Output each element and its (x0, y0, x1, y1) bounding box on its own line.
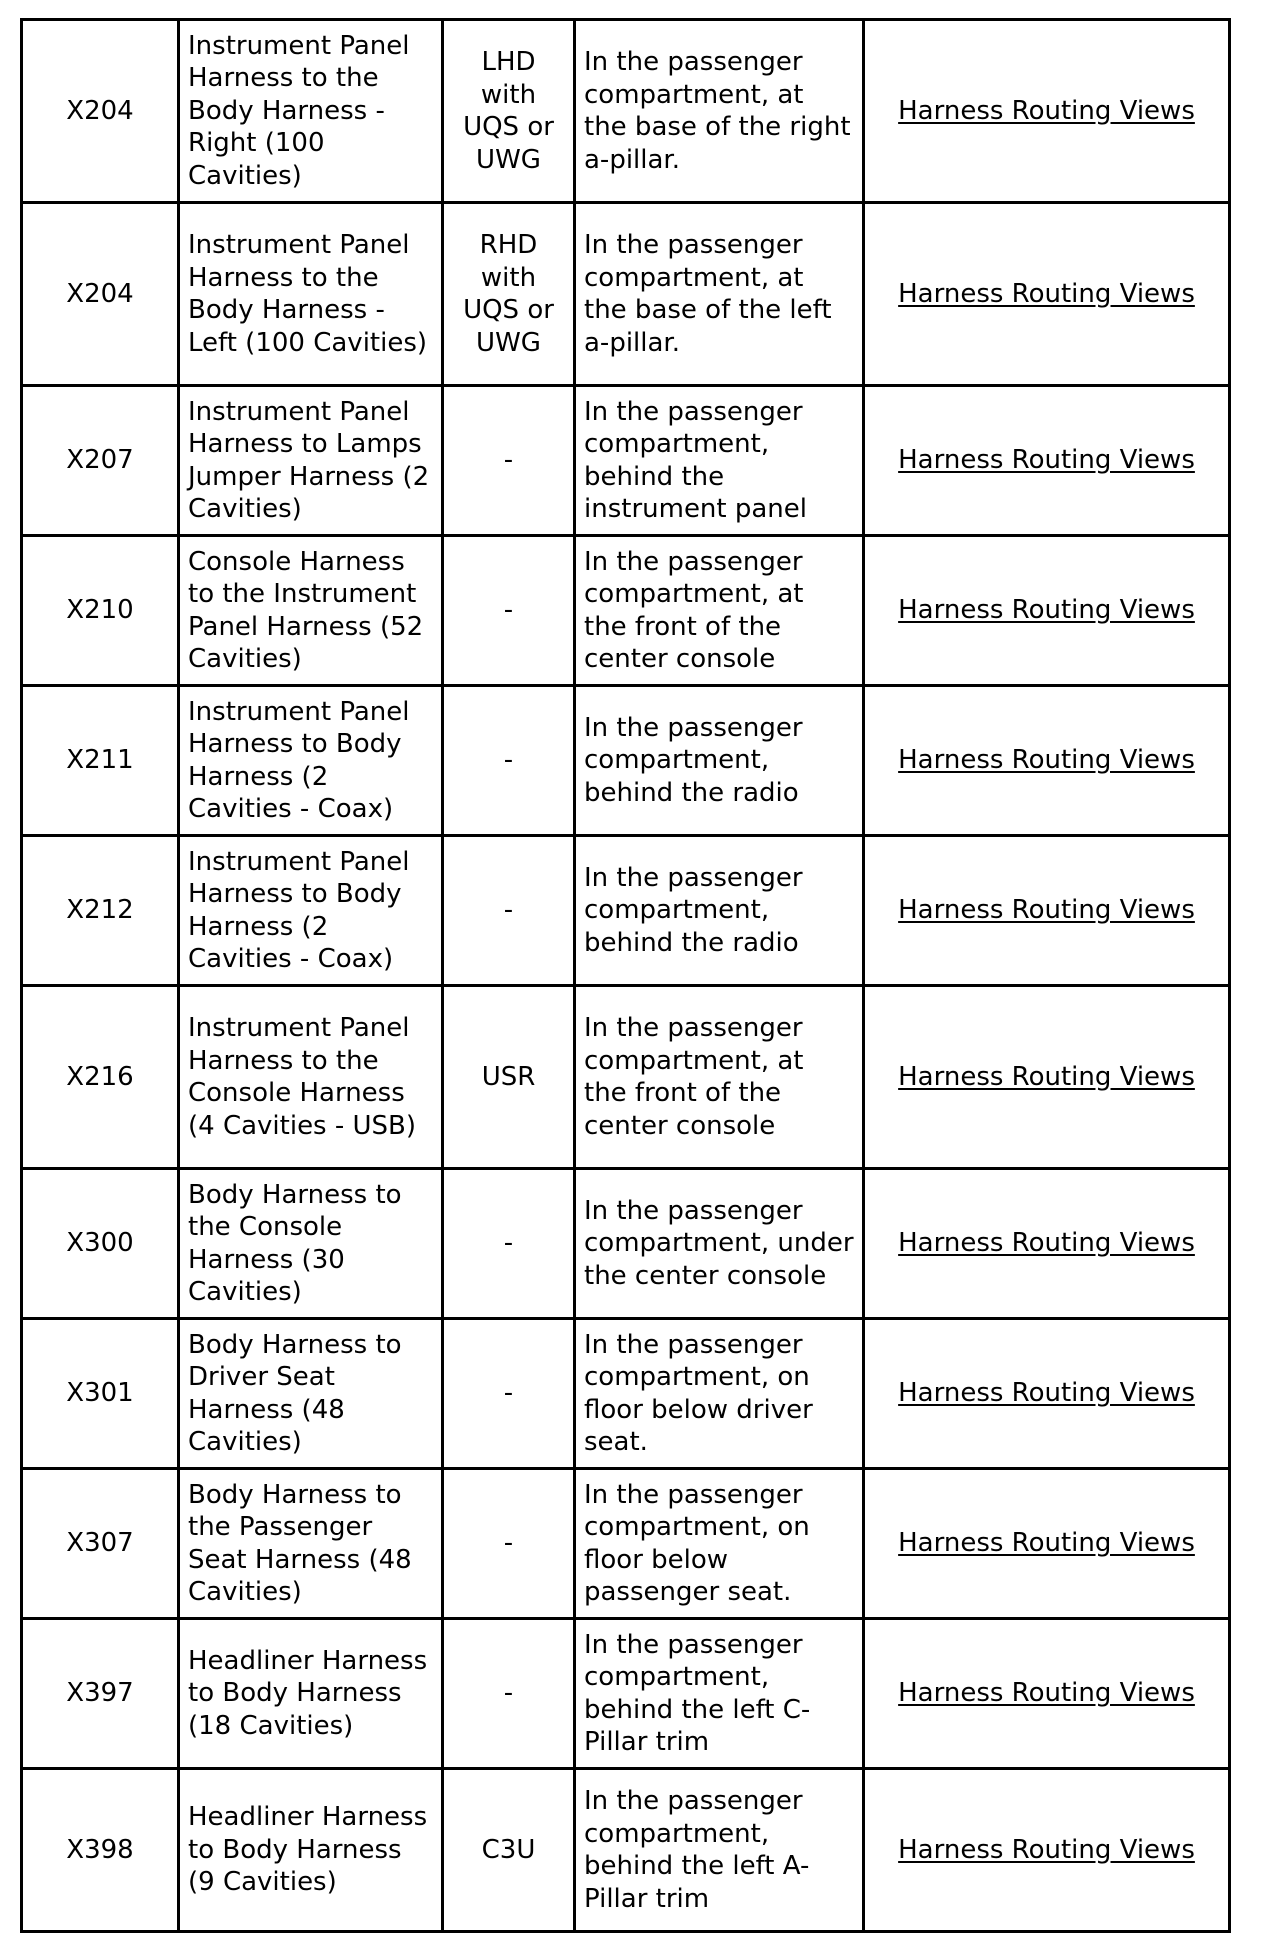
link-cell (864, 1319, 1230, 1469)
connector-location: In the passenger compartment, behind the left A-Pillar trim (575, 1769, 864, 1932)
connector-description: Body Harness to the Passenger Seat Harness (48 Cavities) (179, 1469, 443, 1619)
link-cell (864, 1469, 1230, 1619)
link-cell (864, 986, 1230, 1169)
connector-option: - (443, 836, 575, 986)
harness-routing-views-link[interactable]: Harness Routing Views (898, 95, 1195, 126)
table-row (22, 986, 1230, 1169)
connector-description: Console Harness to the Instrument Panel Harness (52 Cavities) (179, 536, 443, 686)
table-row (22, 386, 1230, 536)
harness-routing-views-link[interactable]: Harness Routing Views (898, 445, 1195, 476)
connector-option: - (443, 536, 575, 686)
connector-location: In the passenger compartment, at the front of the center console (575, 536, 864, 686)
connector-id: X204 (22, 20, 179, 203)
connector-id: X216 (22, 986, 179, 1169)
connector-description: Body Harness to Driver Seat Harness (48 Cavities) (179, 1319, 443, 1469)
connector-location: In the passenger compartment, under the center console (575, 1169, 864, 1319)
connector-description: Headliner Harness to Body Harness (18 Cavities) (179, 1619, 443, 1769)
table-row (22, 1169, 1230, 1319)
connector-description: Instrument Panel Harness to the Body Harness - Right (100 Cavities) (179, 20, 443, 203)
connector-location: In the passenger compartment, behind the left C-Pillar trim (575, 1619, 864, 1769)
connector-location: In the passenger compartment, at the base of the right a-pillar. (575, 20, 864, 203)
link-cell (864, 1769, 1230, 1932)
connector-location: In the passenger compartment, at the front of the center console (575, 986, 864, 1169)
connector-option: LHD with UQS or UWG (443, 20, 575, 203)
connector-id: X301 (22, 1319, 179, 1469)
connector-description: Body Harness to the Console Harness (30 Cavities) (179, 1169, 443, 1319)
connector-option: USR (443, 986, 575, 1169)
table-row (22, 836, 1230, 986)
harness-routing-views-link[interactable]: Harness Routing Views (898, 1678, 1195, 1709)
link-cell (864, 836, 1230, 986)
harness-routing-views-link[interactable]: Harness Routing Views (898, 1378, 1195, 1409)
connector-location: In the passenger compartment, behind the instrument panel (575, 386, 864, 536)
table-row (22, 203, 1230, 386)
connector-option: C3U (443, 1769, 575, 1932)
connector-description: Instrument Panel Harness to the Body Harness - Left (100 Cavities) (179, 203, 443, 386)
connector-table (20, 18, 1231, 1933)
table-row (22, 1619, 1230, 1769)
harness-routing-views-link[interactable]: Harness Routing Views (898, 1528, 1195, 1559)
connector-id: X204 (22, 203, 179, 386)
connector-option: - (443, 1469, 575, 1619)
connector-location: In the passenger compartment, behind the radio (575, 836, 864, 986)
link-cell (864, 686, 1230, 836)
connector-option: RHD with UQS or UWG (443, 203, 575, 386)
harness-routing-views-link[interactable]: Harness Routing Views (898, 1061, 1195, 1092)
harness-routing-views-link[interactable]: Harness Routing Views (898, 1834, 1195, 1865)
connector-description: Instrument Panel Harness to Body Harness (2 Cavities - Coax) (179, 686, 443, 836)
harness-routing-views-link[interactable]: Harness Routing Views (898, 595, 1195, 626)
connector-id: X300 (22, 1169, 179, 1319)
link-cell (864, 386, 1230, 536)
table-row (22, 686, 1230, 836)
table-row (22, 536, 1230, 686)
connector-option: - (443, 686, 575, 836)
harness-routing-views-link[interactable]: Harness Routing Views (898, 1228, 1195, 1259)
connector-option: - (443, 386, 575, 536)
table-row (22, 1319, 1230, 1469)
table-row (22, 1469, 1230, 1619)
connector-id: X212 (22, 836, 179, 986)
connector-location: In the passenger compartment, on floor below passenger seat. (575, 1469, 864, 1619)
connector-description: Headliner Harness to Body Harness (9 Cavities) (179, 1769, 443, 1932)
link-cell (864, 203, 1230, 386)
connector-id: X398 (22, 1769, 179, 1932)
connector-description: Instrument Panel Harness to the Console Harness (4 Cavities - USB) (179, 986, 443, 1169)
harness-routing-views-link[interactable]: Harness Routing Views (898, 745, 1195, 776)
connector-id: X207 (22, 386, 179, 536)
connector-option: - (443, 1319, 575, 1469)
connector-id: X211 (22, 686, 179, 836)
connector-option: - (443, 1169, 575, 1319)
harness-routing-views-link[interactable]: Harness Routing Views (898, 278, 1195, 309)
link-cell (864, 536, 1230, 686)
table-row (22, 20, 1230, 203)
connector-id: X397 (22, 1619, 179, 1769)
harness-routing-views-link[interactable]: Harness Routing Views (898, 895, 1195, 926)
connector-location: In the passenger compartment, at the base of the left a-pillar. (575, 203, 864, 386)
connector-location: In the passenger compartment, on floor below driver seat. (575, 1319, 864, 1469)
connector-description: Instrument Panel Harness to Lamps Jumper Harness (2 Cavities) (179, 386, 443, 536)
link-cell (864, 1169, 1230, 1319)
link-cell (864, 1619, 1230, 1769)
connector-id: X307 (22, 1469, 179, 1619)
connector-option: - (443, 1619, 575, 1769)
link-cell (864, 20, 1230, 203)
connector-description: Instrument Panel Harness to Body Harness (2 Cavities - Coax) (179, 836, 443, 986)
connector-location: In the passenger compartment, behind the radio (575, 686, 864, 836)
table-row (22, 1769, 1230, 1932)
connector-id: X210 (22, 536, 179, 686)
